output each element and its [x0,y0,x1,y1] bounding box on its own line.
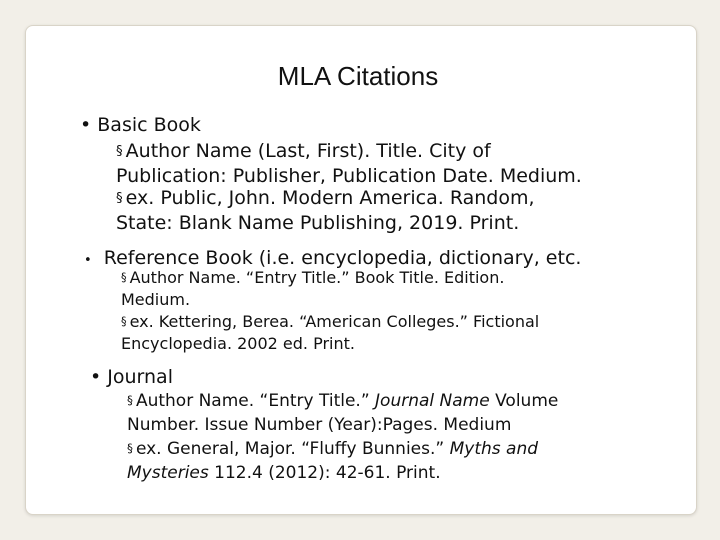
sub-item-reference-format: § Author Name. “Entry Title.” Book Title. Edition. Medium. [121,268,505,310]
section-heading: Journal [107,366,173,388]
square-bullet-icon: § [127,393,133,407]
bullet-basic-book [80,113,201,137]
bullet-icon: • [80,114,92,136]
square-bullet-icon: § [121,315,127,329]
sub-item-journal-example: § ex. General, Major. “Fluffy Bunnies.” Myths and Mysteries 112.4 (2012): 42-61. Print. [127,438,539,483]
sub-item-basic-format: § Author Name (Last, First). Title. City of Publication: Publisher, Publication Date. Medium. [116,140,582,188]
square-bullet-icon: § [127,441,133,455]
bullet-icon: • [90,366,102,388]
bullet-icon: • [84,253,92,268]
section-heading: Reference Book (i.e. encyclopedia, dictionary, etc. [103,247,582,269]
square-bullet-icon: § [121,271,127,285]
sub-item-journal-format: § Author Name. “Entry Title.” Journal Name Volume Number. Issue Number (Year):Pages. Medium [127,390,559,435]
sub-item-basic-example: § ex. Public, John. Modern America. Random, State: Blank Name Publishing, 2019. Print. [116,187,535,235]
square-bullet-icon: § [116,144,123,160]
sub-item-reference-example: § ex. Kettering, Berea. “American Colleges.” Fictional Encyclopedia. 2002 ed. Print. [121,312,540,354]
slide-title: MLA Citations [277,61,439,91]
section-heading: Basic Book [97,114,201,136]
square-bullet-icon: § [116,191,123,207]
bullet-journal [90,365,173,389]
